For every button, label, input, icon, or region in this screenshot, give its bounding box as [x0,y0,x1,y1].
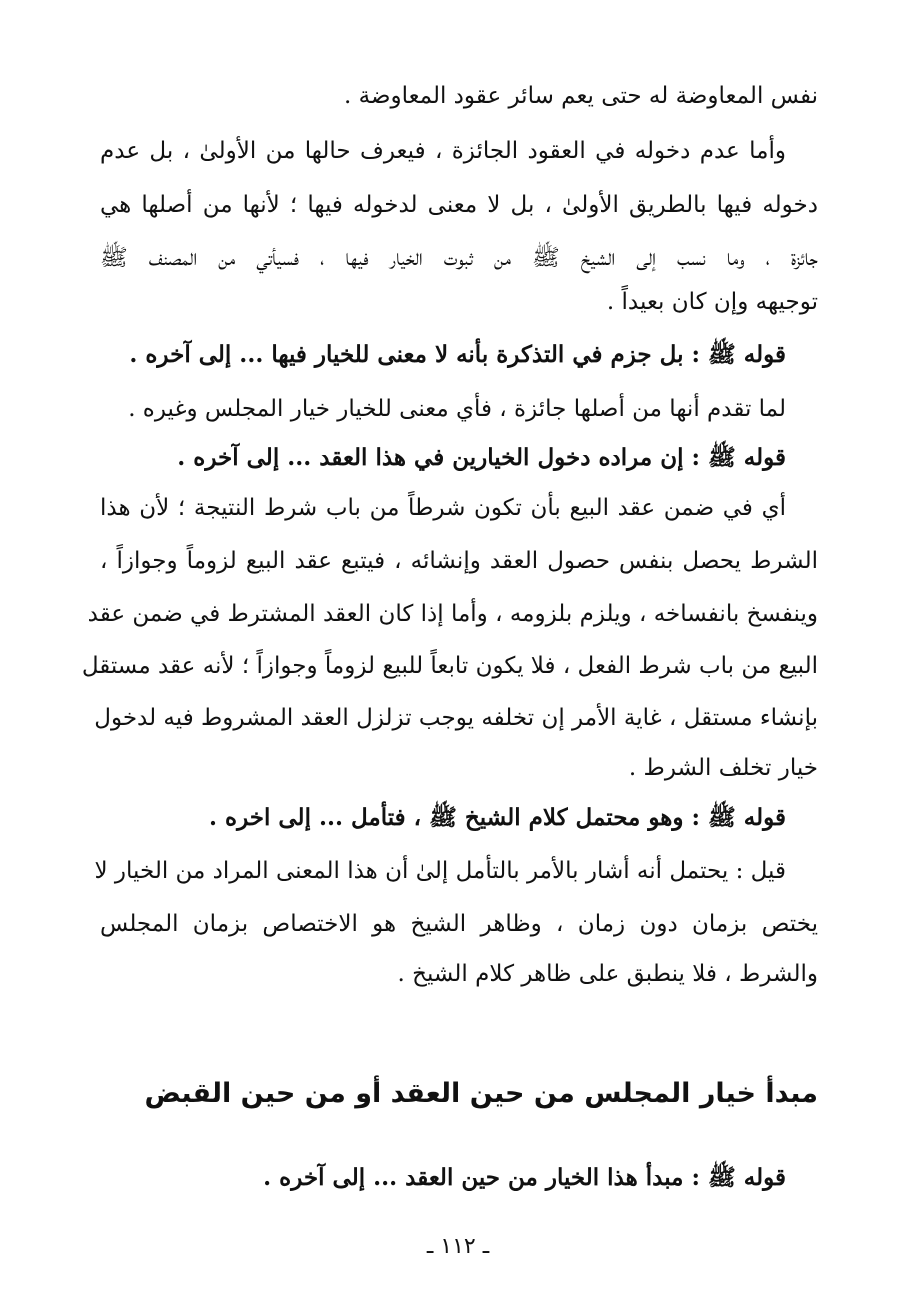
text-line: توجيهه وإن كان بعيداً . [606,289,818,315]
commentary-heading: قوله ﷺ : وهو محتمل كلام الشيخ ﷺ ، فتأمل ... إلى اخره . [209,804,786,831]
section-title: مبدأ خيار المجلس من حين العقد أو من حين القبض [144,1078,818,1109]
text-line: قيل : يحتمل أنه أشار بالأمر بالتأمل إلىٰ أن هذا المعنى المراد من الخيار لا [94,858,786,884]
text-line: الشرط يحصل بنفس حصول العقد وإنشائه ، فيتبع عقد البيع لزوماً وجوازاً ، [100,548,818,574]
text-line: يختص بزمان دون زمان ، وظاهر الشيخ هو الاختصاص بزمان المجلس [100,911,818,937]
text-line: خيار تخلف الشرط . [628,755,818,781]
text-line: وينفسخ بانفساخه ، ويلزم بلزومه ، وأما إذا كان العقد المشترط في ضمن عقد [87,601,818,627]
text-line: أي في ضمن عقد البيع بأن تكون شرطاً من باب شرط النتيجة ؛ لأن هذا [100,495,786,521]
commentary-heading: قوله ﷺ : إن مراده دخول الخيارين في هذا العقد ... إلى آخره . [177,444,786,471]
commentary-heading: قوله ﷺ : بل جزم في التذكرة بأنه لا معنى للخيار فيها ... إلى آخره . [129,341,786,368]
commentary-heading: قوله ﷺ : مبدأ هذا الخيار من حين العقد ... إلى آخره . [263,1164,786,1191]
text-line: نفس المعاوضة له حتى يعم سائر عقود المعاوضة . [343,83,818,109]
text-line: وأما عدم دخوله في العقود الجائزة ، فيعرف حالها من الأولىٰ ، بل عدم [100,138,786,164]
text-line: جائزة ، وما نسب إلى الشيخ ﷺ من ثبوت الخيار فيها ، فسيأتي من المصنف ﷺ [100,245,818,271]
text-line: البيع من باب شرط الفعل ، فلا يكون تابعاً للبيع لزوماً وجوازاً ؛ لأنه عقد مستقل [81,653,818,679]
page-number: ـ ١١٢ ـ [426,1234,490,1259]
text-line: دخوله فيها بالطريق الأولىٰ ، بل لا معنى لدخوله فيها ؛ لأنها من أصلها هي [100,192,818,218]
text-line: بإنشاء مستقل ، غاية الأمر إن تخلفه يوجب تزلزل العقد المشروط فيه لدخول [94,705,818,731]
text-line: والشرط ، فلا ينطبق على ظاهر كلام الشيخ . [397,961,818,987]
text-line: لما تقدم أنها من أصلها جائزة ، فأي معنى للخيار خيار المجلس وغيره . [128,396,786,422]
